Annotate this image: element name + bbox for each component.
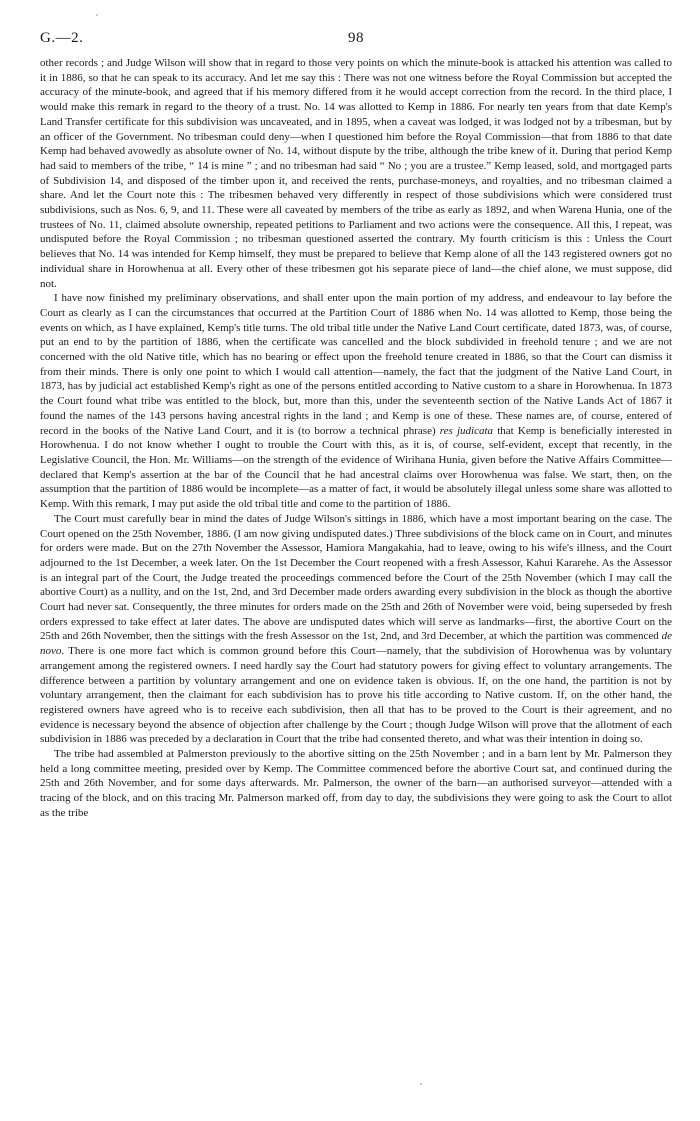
paragraph-text: that Kemp is beneficially interested in Horowhenua. I do not know whether I ought to trouble the Court with this, as it is, of course, self-evident, except that recently, in the Legislative Council, the Hon. Mr. Williams—on the strength of the evidence of Wirihana Hunia, given before the Native Affairs Committee—declared that Kemp's assertion at the bar of the Council that he had ancestral claims over Horowhenua was false. We start, then, on the assumption that the partition of 1886 would be incomplete—as a matter of fact, it would be absolutely illegal unless some share was allotted to Kemp. With this remark, I may put aside the old tribal title and come to the partition of 1886.: [40, 424, 673, 511]
parliamentary-paper-reference: G.—2.: [40, 30, 84, 46]
latin-term-de-novo: de novo: [40, 630, 672, 658]
page-number: 98: [348, 30, 364, 46]
paragraph-text: The Court must carefully bear in mind the dates of Judge Wilson's sittings in 1886, which have a most important bearing on the case. The Court opened on the 25th November, 1886. (I am now giving undisputed dates.) Three subdivisions of the block came on in Court, and minutes for orders were made. But on the 27th November the Assessor, Hamiora Mangakahia, had to leave, owing to his wife's illness, and the Court adjourned to the 1st December, a week later. On the 1st December the Court reopened with a fresh Assessor, Kahui Kararehe. As the Assessor is an integral part of the Court, the Judge treated the proceedings commenced before the Court of the 25th November (which I may call the abortive Court) as a nullity, and on the 1st, 2nd, and 3rd December made orders awarding every subdivision in the block as though the abortive Court had never sat. Consequently, the three minutes for orders made on the 25th and 26th of November were void, being superseded by fresh orders expressed to take effect at later dates. The above are undisputed dates which will serve as landmarks—first, the abortive Court on the 25th and 26th November, then the sittings with the fresh Assessor on the 1st, 2nd, and 3rd December, at which the partition was commenced: [40, 512, 672, 643]
scan-speck: [420, 1083, 422, 1085]
paragraph-text: other records ; and Judge Wilson will show that in regard to those very points on which the minute-book is attacked his attention was called to it in 1886, so that he can speak to its accuracy. And let me say this : There was not one witness before the Royal Commission but accepted the accuracy of the minute-book, and agreed that if his memory differed from it he would accept correction from the record. In the third place, I would make this remark in regard to the theory of a trust. No. 14 was allotted to Kemp in 1886. For nearly ten years from that date Kemp's Land Transfer certificate for this subdivision was uncaveated, and in 1895, when a caveat was lodged, it was lodged not by a tribesman, but by an officer of the Government. No tribesman could deny—when I questioned him before the Royal Commission—that from 1886 to that date Kemp had behaved avowedly as absolute owner of No. 14, without dispute by the tribe, although the tribe knew of it. During that period Kemp had said to members of the tribe, “ 14 is mine ” ; and no tribesman had said “ No ; you are a trustee.” Kemp leased, sold, and mortgaged parts of Subdivision 14, and disposed of the timber upon it, and received the rents, purchase-moneys, and royalties, and no tribesman claimed a share. And let the Court note this : The tribesmen behaved very differently in respect of those subdivisions which were considered trust subdivisions, such as Nos. 6, 9, and 11. These were all caveated by members of the tribe as early as 1892, and when Warena Hunia, one of the trustees of No. 11, claimed absolute ownership, repeated petitions to Parliament and two actions were the consequence. All this, I repeat, was undisputed before the Royal Commission ; no tribesman questioned asserted the contrary. My fourth criticism is this : Unless the Court believes that No. 14 was intended for Kemp himself, they must be prepared to believe that Kemp alone of all the 143 registered owners got no individual share in Horowhenua at all. Every other of these tribesmen got his separate piece of land—the chief alone, we must suppose, did not.: [40, 57, 672, 290]
paragraph-text: . There is one more fact which is common ground before this Court—namely, that the subdivision of Horowhenua was by voluntary arrangement among the registered owners. I need hardly say the Court had statutory powers for giving effect to voluntary arrangements. The difference between a partition by voluntary arrangement and one on evidence taken is obvious. If, on the one hand, the partition is not by voluntary arrangement, then the claimant for each subdivision has to prove his title according to Native custom. If, on the other hand, the registered owners have agreed who is to receive each subdivision, then all that has to be proved to the Court is their agreement, and no evidence is necessary beyond the absence of objection after challenge by the Court ; though Judge Wilson will prove that the allotment of each subdivision in 1886 was preceded by a declaration in Court that the tribe had consented thereto, and what was their intention in doing so.: [40, 645, 672, 746]
paragraph-2: [40, 291, 672, 512]
scan-speck: [96, 14, 98, 16]
paragraph-1: [40, 56, 672, 291]
paragraph-4: [40, 747, 672, 821]
body-text: [40, 56, 672, 821]
paragraph-text: The tribe had assembled at Palmerston previously to the abortive sitting on the 25th November ; and in a barn lent by Mr. Palmerson they held a long committee meeting, presided over by Kemp. The Committee commenced before the abortive Court sat, and continued during the 25th and 26th November, and for some days afterwards. Mr. Palmerson, the owner of the barn—an authorised surveyor—attended with a tracing of the block, and on this tracing Mr. Palmerson marked off, from day to day, the subdivisions they were going to ask the Court to allot as the tribe: [40, 748, 672, 819]
paragraph-text: I have now finished my preliminary observations, and shall enter upon the main portion of my address, and endeavour to lay before the Court as clearly as I can the circumstances that occurred at the Partition Court of 1886 when No. 14 was allotted to Kemp, those being the events on which, as I have explained, Kemp's title turns. The old tribal title under the Native Land Court certificate, dated 1873, was, of course, put an end to by the partition of 1886, when the certificate was cancelled and the block subdivided in freehold tenure ; and we are not concerned with the old Native title, which has no bearing or effect upon the freehold tenure created in 1886, so that the Court can dismiss it from their minds. There is only one point to which I would call attention—namely, the fact that the judgment of the Native Land Court, in 1873, has by judicial act established Kemp's right as one of the persons entitled according to Native custom to a share in Horowhenua. In 1873 the Court found what tribe was entitled to the block, but, more than this, under the seventeenth section of the Native Lands Act of 1867 it found the names of the 143 persons having ancestral rights in the land ; and Kemp is one of these. These names are, of course, entered of record in the books of the Native Land Court, and it is (to borrow a technical phrase): [40, 292, 672, 437]
page-header: [40, 30, 672, 52]
latin-term-res-judicata: res judicata: [439, 424, 494, 437]
paragraph-3: [40, 512, 672, 747]
document-page: [40, 30, 672, 821]
